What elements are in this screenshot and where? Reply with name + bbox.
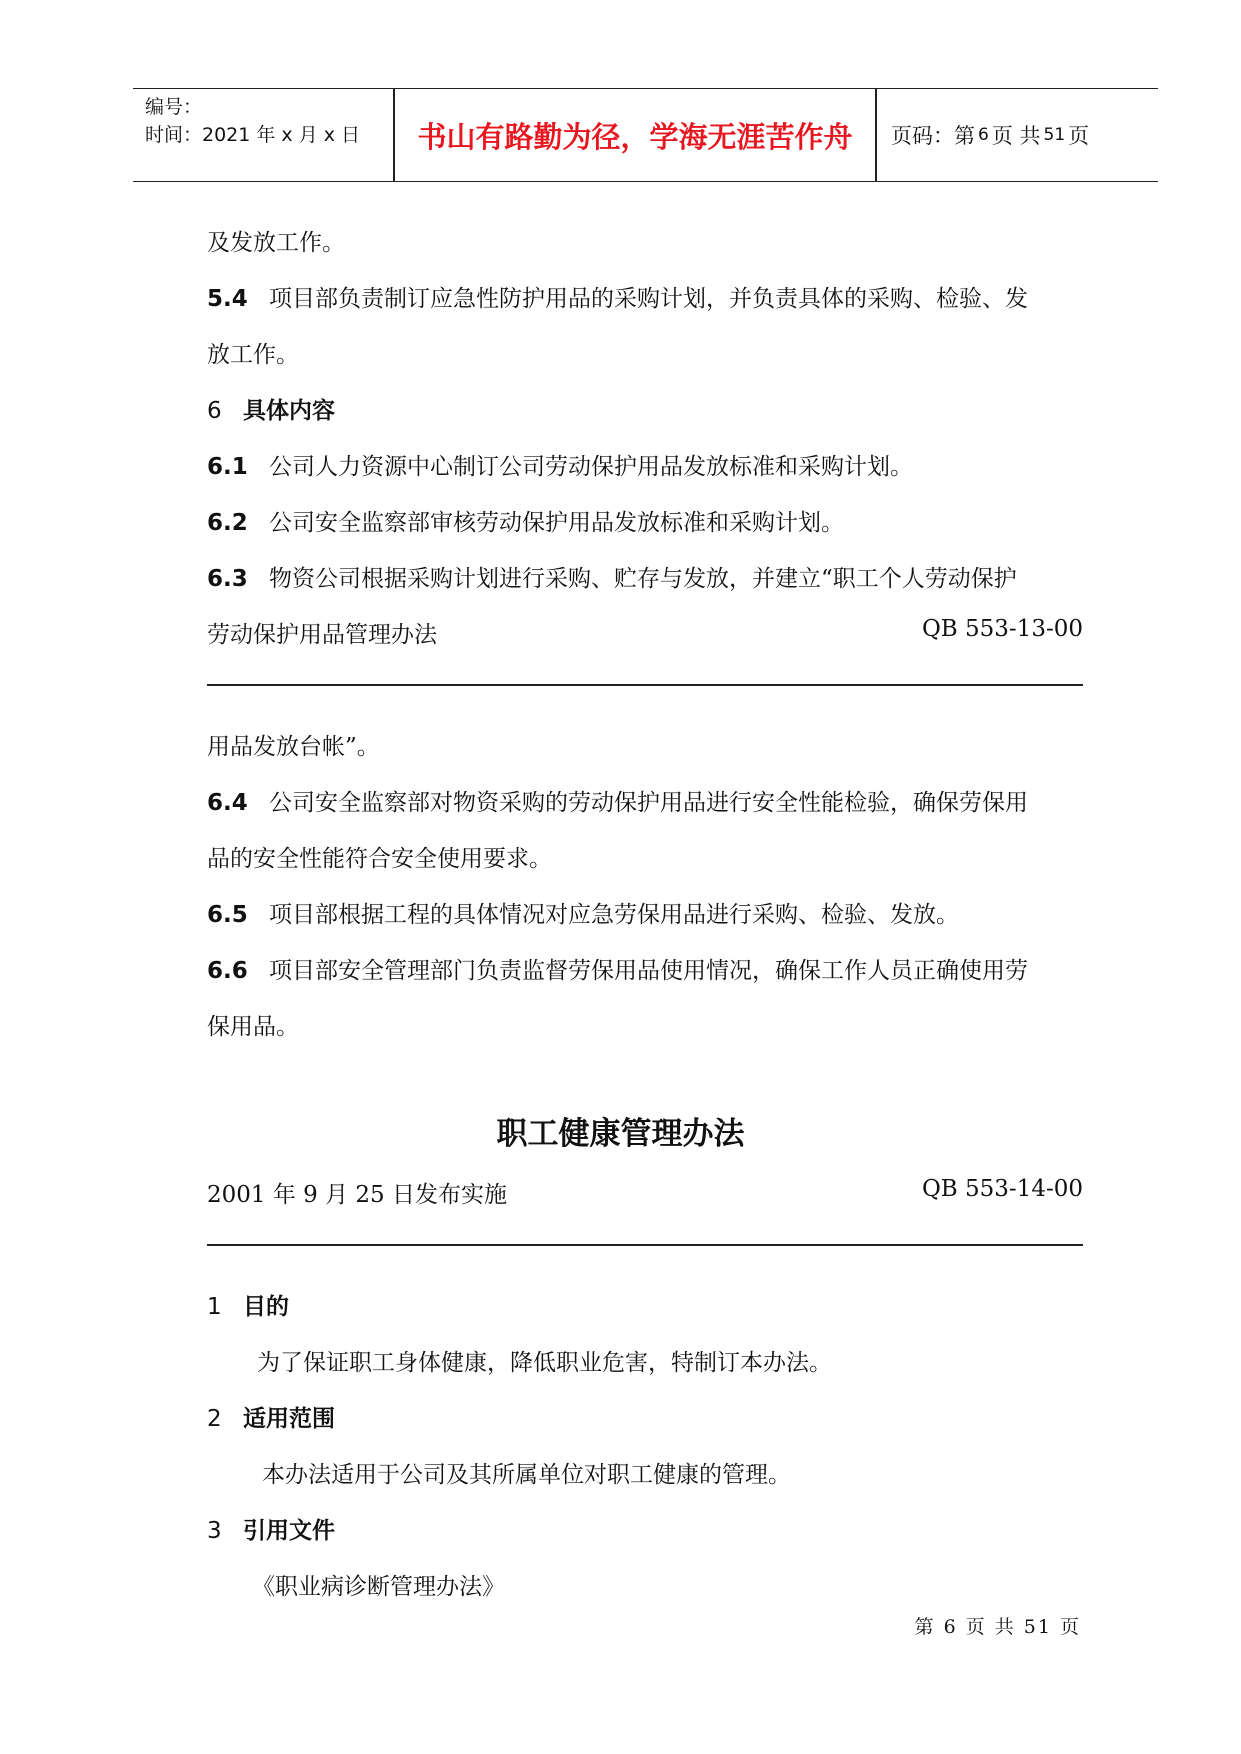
paragraph-line: 品的安全性能符合安全使用要求。 [207,846,552,872]
paragraph-line: 保用品。 [207,1014,299,1040]
running-doc-code: QB 553-13-00 [921,616,1083,642]
heading-number: 6 [207,398,222,424]
heading-title: 具体内容 [243,398,335,424]
heading-number: 2 [207,1406,222,1432]
section-text: 为了保证职工身体健康，降低职业危害，特制订本办法。 [257,1350,832,1376]
clause-6-2 [207,504,844,537]
paragraph-line: 放工作。 [207,342,299,368]
heading-title: 引用文件 [243,1518,335,1544]
header-motto: 书山有路勤为径，学海无涯苦作舟 [417,119,853,154]
clause-6-6 [207,952,1028,985]
heading-title: 目的 [243,1294,289,1320]
heading-number: 3 [207,1518,222,1544]
document-code: QB 553-14-00 [921,1176,1083,1202]
header-page-prefix: 页码：第 [891,124,975,148]
header-divider [875,89,877,181]
header-page-mid: 页 共 [991,124,1041,148]
clause-6-5 [207,896,959,929]
header-time-label: 时间：2021 年 x 月 x 日 [145,124,361,146]
divider-rule [207,684,1083,686]
header-meta [145,93,360,149]
header-page-number: 6 [978,125,989,145]
release-date: 2001 年 9 月 25 日发布实施 [207,1182,507,1208]
clause-text: 项目部安全管理部门负责监督劳保用品使用情况，确保工作人员正确使用劳 [269,958,1028,984]
clause-number: 6.4 [207,790,248,816]
paragraph-line: 及发放工作。 [207,230,345,256]
divider-rule [207,1244,1083,1246]
clause-text: 公司安全监察部审核劳动保护用品发放标准和采购计划。 [269,510,844,536]
clause-text: 物资公司根据采购计划进行采购、贮存与发放，并建立“职工个人劳动保护 [269,566,1017,592]
clause-text: 项目部根据工程的具体情况对应急劳保用品进行采购、检验、发放。 [269,902,959,928]
clause-number: 6.2 [207,510,248,536]
clause-text: 项目部负责制订应急性防护用品的采购计划，并负责具体的采购、检验、发 [269,286,1028,312]
clause-text: 公司安全监察部对物资采购的劳动保护用品进行安全性能检验，确保劳保用 [269,790,1028,816]
clause-6-3 [207,560,1017,593]
running-doc-name: 劳动保护用品管理办法 [207,622,437,648]
header-number-label: 编号： [145,96,203,118]
header-page-suffix: 页 [1068,124,1090,148]
clause-number: 5.4 [207,286,248,312]
clause-6-4 [207,784,1028,817]
section-heading-3 [207,1512,335,1545]
header-page-total: 51 [1043,125,1066,145]
heading-title: 适用范围 [243,1406,335,1432]
section-heading-2 [207,1400,335,1433]
header-page-info [891,89,1089,181]
document-title: 职工健康管理办法 [496,1116,745,1152]
section-text: 本办法适用于公司及其所属单位对职工健康的管理。 [262,1462,791,1488]
clause-6-1 [207,448,913,481]
page-footer: 第 6 页 共 51 页 [914,1616,1081,1638]
paragraph-line: 用品发放台帐”。 [207,734,380,760]
clause-number: 6.5 [207,902,248,928]
page-header [133,88,1158,182]
section-text: 《职业病诊断管理办法》 [252,1574,505,1600]
clause-number: 6.6 [207,958,248,984]
clause-5-4 [207,280,1028,313]
heading-number: 1 [207,1294,222,1320]
clause-number: 6.1 [207,454,248,480]
section-heading-1 [207,1288,289,1321]
clause-number: 6.3 [207,566,248,592]
section-heading-6 [207,392,335,425]
clause-text: 公司人力资源中心制订公司劳动保护用品发放标准和采购计划。 [269,454,913,480]
